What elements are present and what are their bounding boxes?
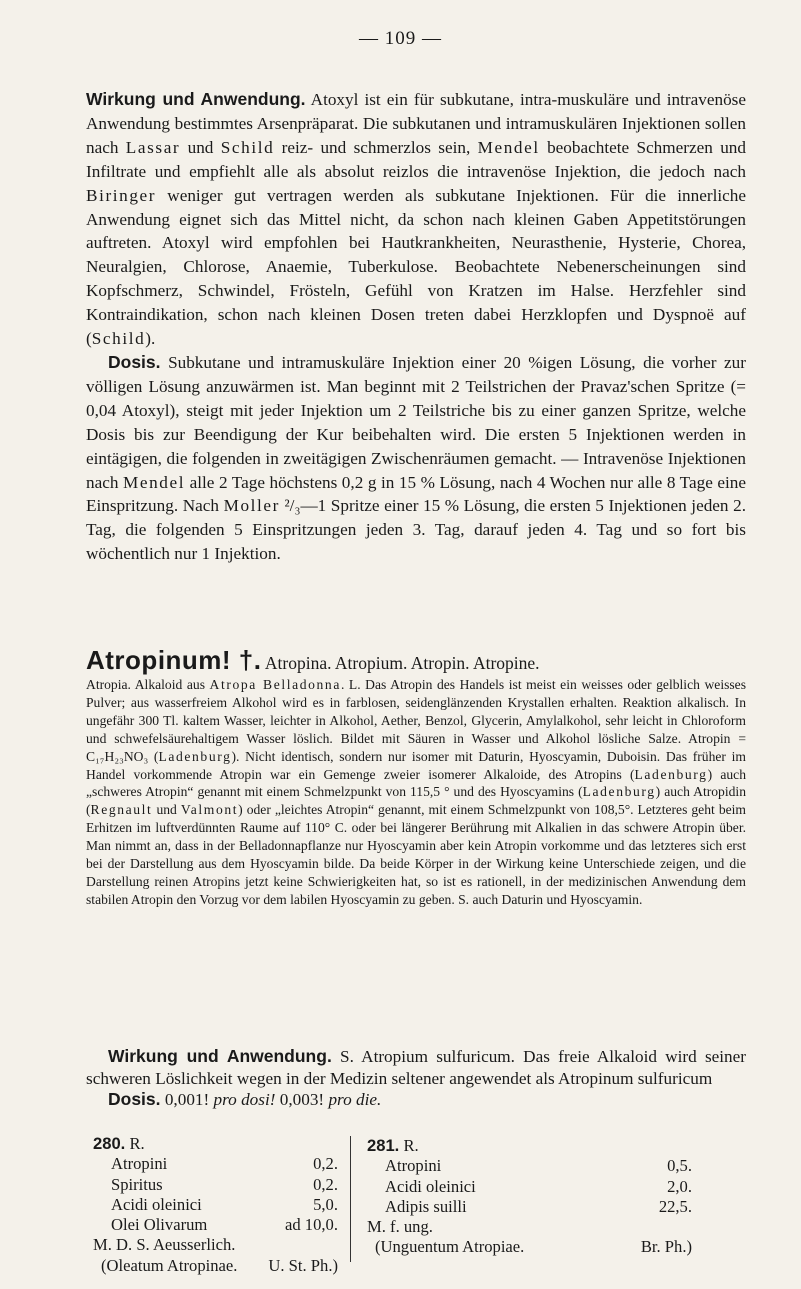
atoxyl-section — [86, 88, 746, 566]
prescription-281 — [350, 1136, 692, 1262]
ingredient-row: Adipis suilli 22,5. — [385, 1196, 692, 1216]
author-name: Regnault — [90, 802, 153, 818]
signatura: M. D. S. Aeusserlich. — [93, 1235, 236, 1255]
ingredient-row: Acidi oleinici 5,0. — [111, 1194, 338, 1214]
section-heading: Wirkung und Anwendung. — [86, 89, 306, 109]
author-name: Valmont — [180, 802, 239, 818]
entry-heading: Atropinum! †. — [86, 645, 262, 675]
section-heading: Dosis. — [108, 351, 161, 372]
wirkung-paragraph-2: Wirkung und Anwendung. S. Atropium sulfuricum. Das freie Alkaloid wird seiner schweren Löslichkeit wegen in der Medizin seltener angewendet als Atropinum sulfuricum — [86, 1046, 746, 1088]
entry-title — [86, 645, 766, 676]
author-name: Mendel — [477, 137, 540, 157]
preparation-note: (Unguentum Atropiae. Br. Ph.) — [375, 1237, 692, 1257]
signatura: M. f. ung. — [367, 1217, 433, 1237]
author-name: Ladenburg — [634, 766, 708, 782]
ingredient-row: Spiritus 0,2. — [111, 1174, 338, 1194]
author-name: Schild — [91, 329, 146, 349]
author-name: Ladenburg — [158, 748, 232, 764]
author-name: Biringer — [86, 185, 157, 205]
section-heading: Wirkung und Anwendung. — [108, 1046, 332, 1066]
section-heading: Dosis. — [108, 1089, 161, 1109]
prescription-header: 281. R. — [367, 1136, 419, 1155]
wirkung-paragraph: Wirkung und Anwendung. Atoxyl ist ein für subkutane, intra-muskuläre und intravenöse Anwendung bestimmtes Arsenpräparat. Die subkutanen und intramuskulären Injektionen sollen nach Lassar und Schild reiz- und schmerzlos sein, Mendel beobachtete Schmerzen und Infiltrate und empfiehlt alle als absolut reizlos die intravenöse Injektion, die jedoch nach Biringer weniger gut vertragen werden als subkutane Injektionen. Für die innerliche Anwendung eignet sich das Mittel nicht, da schon nach kleinen Gaben Appetitstörungen auftreten. Atoxyl wird empfohlen bei Hautkrankheiten, Neurasthenie, Hysterie, Chorea, Neuralgien, Chlorose, Anaemie, Tuberkulose. Beobachtete Nebenerscheinungen sind Kopfschmerz, Schwindel, Frösteln, Gefühl von Kratzen im Halse. Herzfehler sind Kontraindikation, schon nach kleinen Dosen treten dabei Herzklopfen und Dyspnoë auf (Schild). — [86, 89, 746, 349]
preparation-note: (Oleatum Atropinae. U. St. Ph.) — [101, 1255, 338, 1275]
author-name: Ladenburg — [582, 784, 656, 800]
ingredient-row: Atropini 0,2. — [111, 1154, 338, 1174]
author-name: Lassar — [125, 137, 181, 157]
author-name: Moller — [223, 496, 280, 516]
plant-name: Atropa Belladonna — [209, 677, 341, 692]
atropinum-usage — [86, 1046, 746, 1111]
synonyms: Atropina. Atropium. Atropin. Atropine. — [261, 653, 540, 673]
dosis-paragraph-2: Dosis. 0,001! pro dosi! 0,003! pro die. — [108, 1089, 382, 1109]
author-name: Mendel — [122, 472, 186, 492]
ingredient-row: Atropini 0,5. — [385, 1156, 692, 1176]
prescription-header: 280. R. — [93, 1134, 145, 1153]
dosis-paragraph: Dosis. Subkutane und intramuskuläre Injektion einer 20 %igen Lösung, die vorher zur völligen Lösung anzuwärmen ist. Man beginnt mit 2 Teilstrichen der Pravaz'schen Spritze (= 0,04 Atoxyl), steigt mit jeder Injektion um 2 Teilstriche bis zu einer ganzen Spritze, welche Dosis bis zur Beendigung der Kur beibehalten wird. Die ersten 5 Injektionen werden in eintägigen, die folgenden in zweitägigen Zwischenräumen gemacht. — Intravenöse Injektionen nach Mendel alle 2 Tage höchstens 0,2 g in 15 % Lösung, nach 4 Wochen nur alle 8 Tage eine Einspritzung. Nach Moller ²/₃—1 Spritze einer 15 % Lösung, die ersten 5 Injektionen jeden 2. Tag, die folgenden 5 Einspritzungen jeden 3. Tag, darauf jeden 4. Tag und so fort bis wöchentlich nur 1 Injektion. — [86, 351, 746, 564]
ingredient-row: Olei Olivarum ad 10,0. — [111, 1215, 338, 1235]
author-name: Schild — [220, 137, 275, 157]
page-number: — 109 — — [359, 28, 442, 49]
atropinum-description — [86, 676, 746, 909]
ingredient-row: Acidi oleinici 2,0. — [385, 1176, 692, 1196]
description-paragraph: Atropia. Alkaloid aus Atropa Belladonna. L. Das Atropin des Handels ist meist ein weisses oder gelblich weisses Pulver; aus wasserfreiem Alkohol wird es in farblosen, seidenglänzenden Krystallen erhalten. Reaktion alkalisch. In ungefähr 300 Tl. kaltem Wasser, leichter in Alkohol, Aether, Benzol, Glycerin, Amylalkohol, sehr leicht in Chloroform und schwefelsäurehaltigem Wasser löslich. Bildet mit Säuren in Wasser und Alkohol lösliche Salze. Atropin = C₁₇H₂₃NO₃ (Ladenburg). Nicht identisch, sondern nur isomer mit Daturin, Hyoscyamin, Duboisin. Das früher im Handel vorkommende Atropin war ein Gemenge zweier isomerer Alkaloide, des Atropins (Ladenburg) auch „schweres Atropin“ genannt mit einem Schmelzpunkt von 115,5 ° und des Hyoscyamins (Ladenburg) auch Atropidin (Regnault und Valmont) oder „leichtes Atropin“ genannt, mit einem Schmelzpunkt von 108,5°. Letzteres geht beim Erhitzen im luftverdünnten Raume auf 110° C. oder bei längerer Berührung mit Alkalien in das schwere Atropin über. Man nimmt an, dass in der Belladonnapflanze nur Hyoscyamin aber kein Atropin vorkomme und das letzteres sich erst bei der Darstellung aus dem Hyoscyamin bilde. Da beide Körper in der Wirkung keine Unterschiede zeigen, und die Darstellung reinen Atropins jetzt keine Schwierigkeiten hat, so ist es rationell, in der medizinischen Anwendung dem stabilen Atropin den Vorzug vor dem labilen Hyoscyamin zu geben. S. auch Daturin und Hyoscyamin. — [86, 677, 747, 907]
prescription-280 — [93, 1134, 338, 1276]
